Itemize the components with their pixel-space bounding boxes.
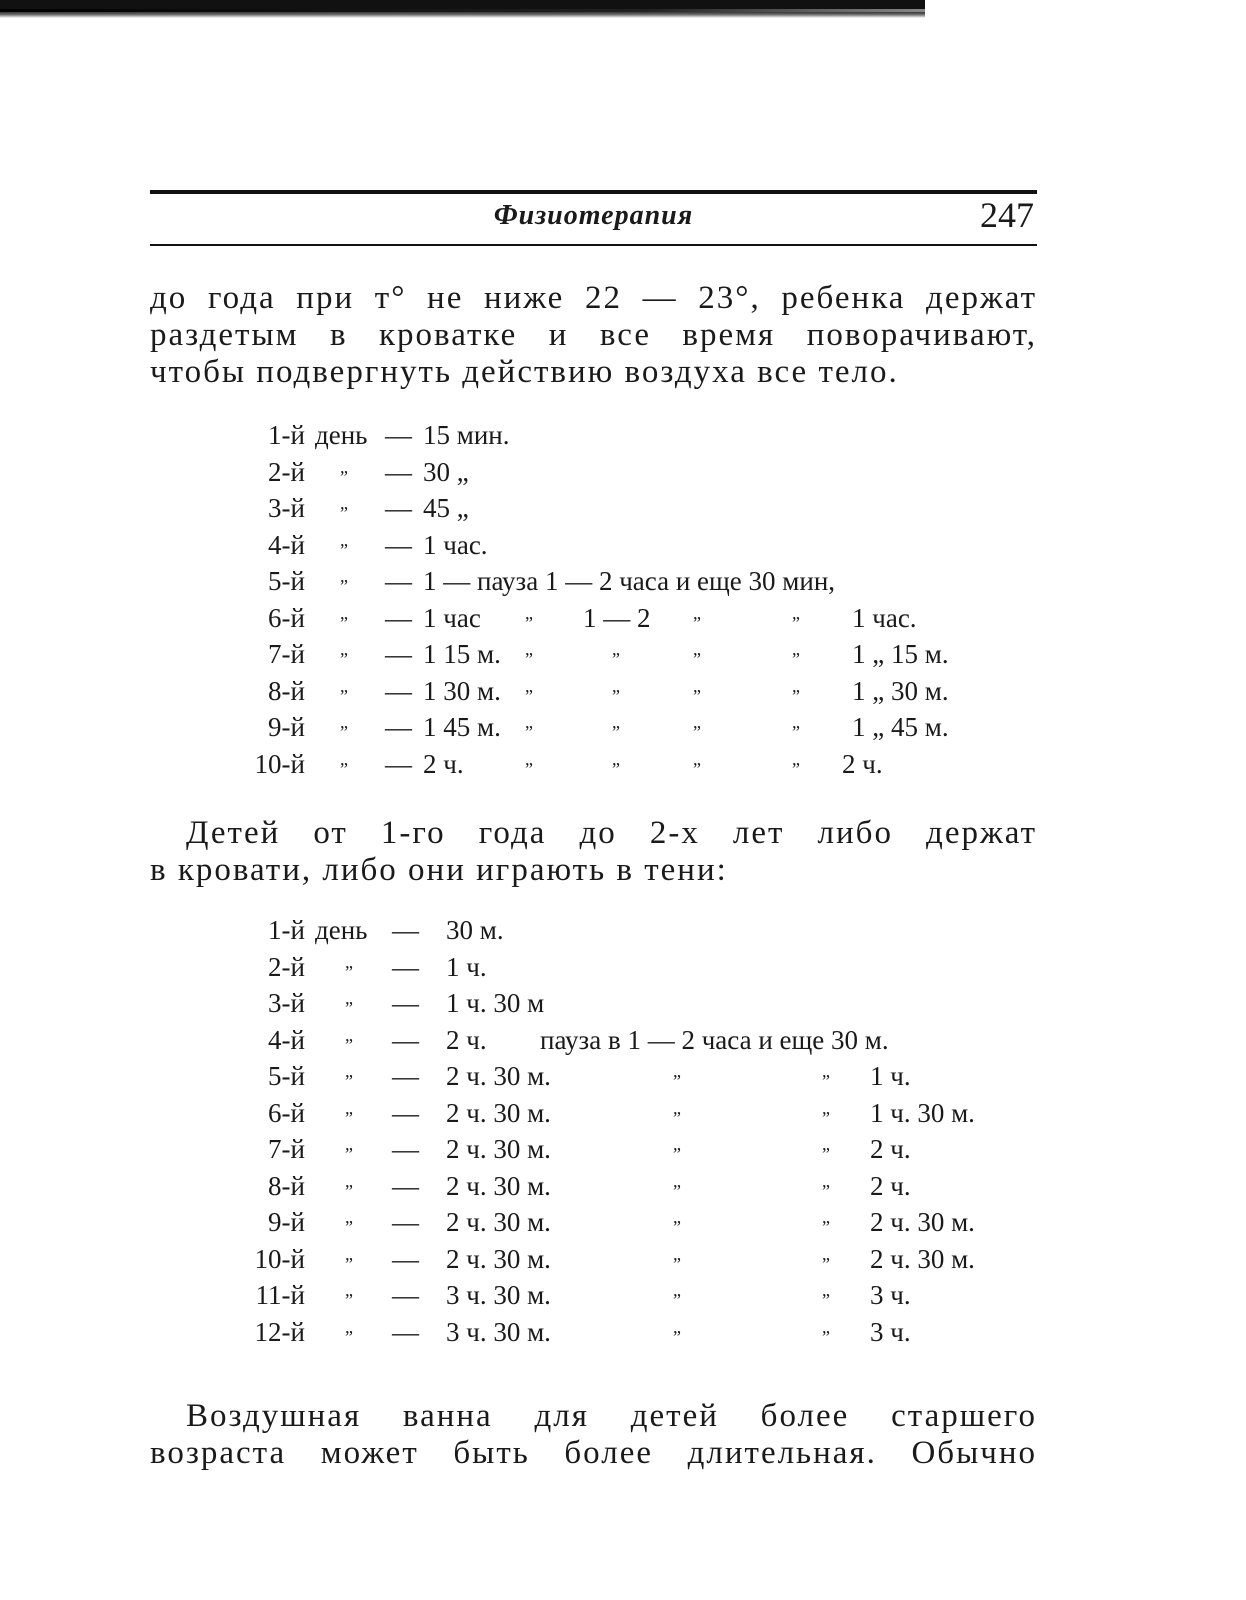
duration: 1 час. xyxy=(423,529,488,560)
day-unit: „ xyxy=(345,1097,353,1118)
dash: — xyxy=(385,456,412,487)
ditto-mark: „ xyxy=(673,1243,681,1264)
duration: 2 ч. xyxy=(446,1024,487,1055)
ditto-mark: „ xyxy=(792,602,800,623)
day-unit: „ xyxy=(345,1134,353,1154)
ditto-mark: „ xyxy=(792,748,800,769)
day-number: 6-й xyxy=(268,1097,305,1128)
day-unit: „ xyxy=(345,1316,353,1337)
extra-duration: 1 „ 30 м. xyxy=(852,675,949,706)
day-number: 1-й xyxy=(268,915,305,945)
dash: — xyxy=(392,1097,419,1128)
day-number: 7-й xyxy=(268,1134,305,1164)
dash: — xyxy=(385,748,412,779)
duration: 30 м. xyxy=(446,915,504,945)
dash: — xyxy=(385,712,412,742)
day-unit: день xyxy=(315,915,368,945)
ditto-mark: „ xyxy=(693,639,701,659)
paragraph-line: чтобы подвергнуть действию воздуха все тело. xyxy=(150,354,899,390)
duration: 1 ч. 30 м xyxy=(446,988,545,1018)
day-number: 5-й xyxy=(268,566,305,596)
day-unit: „ xyxy=(345,1024,353,1045)
dash: — xyxy=(392,1134,419,1164)
duration: 2 ч. 30 м. xyxy=(446,1207,551,1237)
extra-duration: 2 ч. 30 м. xyxy=(870,1207,975,1237)
ditto-mark: „ xyxy=(822,1134,830,1154)
ditto-mark: „ xyxy=(525,639,533,659)
dash: — xyxy=(385,566,412,596)
duration: 30 „ xyxy=(423,456,469,487)
ditto-mark: „ xyxy=(822,1280,830,1300)
ditto-mark: „ xyxy=(693,748,701,769)
day-number: 10-й xyxy=(254,748,305,779)
paragraph-line: возраста может быть более длительная. Обычно xyxy=(150,1435,1037,1471)
pause-value: 1 — 2 xyxy=(583,602,651,633)
ditto-mark: „ xyxy=(822,1061,830,1081)
duration: 2 ч. 30 м. xyxy=(446,1134,551,1164)
day-number: 9-й xyxy=(268,1207,305,1237)
extra-duration: 2 ч. xyxy=(870,1170,911,1201)
duration: 2 ч. xyxy=(423,748,464,779)
day-unit: „ xyxy=(340,675,348,696)
ditto-mark: „ xyxy=(525,748,533,769)
duration: 1 ч. xyxy=(446,951,487,982)
extra-duration: 2 ч. 30 м. xyxy=(870,1243,975,1274)
ditto-mark: „ xyxy=(673,1207,681,1227)
ditto-mark: „ xyxy=(822,1243,830,1264)
day-number: 9-й xyxy=(268,712,305,742)
pause-value: „ xyxy=(612,748,620,769)
day-unit: „ xyxy=(345,1280,353,1300)
running-title: Физиотерапия xyxy=(493,200,694,231)
dash: — xyxy=(385,602,412,633)
extra-duration: 2 ч. xyxy=(842,748,883,779)
day-number: 1-й xyxy=(268,420,305,450)
extra-duration: 1 ч. 30 м. xyxy=(870,1097,975,1128)
paragraph-2 xyxy=(150,815,1037,889)
ditto-mark: „ xyxy=(822,1097,830,1118)
dash: — xyxy=(392,1243,419,1274)
day-number: 3-й xyxy=(268,988,305,1018)
day-number: 7-й xyxy=(268,639,305,669)
day-number: 4-й xyxy=(268,1024,305,1055)
ditto-mark: „ xyxy=(693,602,701,623)
ditto-mark: „ xyxy=(822,1207,830,1227)
paragraph-line: Детей от 1-го года до 2-х лет либо держат xyxy=(186,815,1037,851)
day-unit: „ xyxy=(340,456,348,477)
paragraph-3 xyxy=(150,1398,1037,1472)
ditto-mark: „ xyxy=(673,1170,681,1191)
ditto-mark: „ xyxy=(792,675,800,696)
dash: — xyxy=(392,915,419,945)
scan-edge-line xyxy=(0,9,925,12)
day-number: 10-й xyxy=(254,1243,305,1274)
duration: 1 45 м. xyxy=(423,712,501,742)
ditto-mark: „ xyxy=(673,1097,681,1118)
dash: — xyxy=(392,951,419,982)
duration: 2 ч. 30 м. xyxy=(446,1061,551,1091)
page-number: 247 xyxy=(980,195,1034,235)
ditto-mark: „ xyxy=(673,1061,681,1081)
day-unit: „ xyxy=(345,988,353,1008)
ditto-mark: „ xyxy=(673,1280,681,1300)
duration: 1 — пауза 1 — 2 часа и еще 30 мин, xyxy=(423,566,836,596)
ditto-mark: „ xyxy=(792,712,800,732)
duration: 1 30 м. xyxy=(423,675,501,706)
duration: 15 мин. xyxy=(423,420,510,450)
ditto-mark: „ xyxy=(693,712,701,732)
ditto-mark: „ xyxy=(822,1316,830,1337)
pause-value: „ xyxy=(612,639,620,659)
day-unit: „ xyxy=(345,1170,353,1191)
extra-duration: 1 час. xyxy=(852,602,917,633)
extra-duration: 3 ч. xyxy=(870,1316,911,1347)
duration: 2 ч. 30 м. xyxy=(446,1170,551,1201)
day-number: 4-й xyxy=(268,529,305,560)
day-number: 2-й xyxy=(268,456,305,487)
paragraph-1 xyxy=(150,280,1037,391)
ditto-mark: „ xyxy=(525,675,533,696)
extra-duration: 2 ч. xyxy=(870,1134,911,1164)
paragraph-line: в кровати, либо они играють в тени: xyxy=(150,852,728,888)
day-number: 6-й xyxy=(268,602,305,633)
dash: — xyxy=(392,1170,419,1201)
day-number: 2-й xyxy=(268,951,305,982)
ditto-mark: „ xyxy=(822,1170,830,1191)
duration: 45 „ xyxy=(423,493,469,523)
day-number: 8-й xyxy=(268,1170,305,1201)
duration: 3 ч. 30 м. xyxy=(446,1316,551,1347)
paragraph-line: до года при т° не ниже 22 — 23°, ребенка держат xyxy=(150,280,1037,316)
extra-duration: 1 ч. xyxy=(870,1061,911,1091)
dash: — xyxy=(392,1316,419,1347)
dash: — xyxy=(385,639,412,669)
ditto-mark: „ xyxy=(693,675,701,696)
day-unit: „ xyxy=(340,529,348,550)
day-unit: „ xyxy=(345,951,353,972)
duration: 1 час xyxy=(423,602,481,633)
ditto-mark: „ xyxy=(792,639,800,659)
ditto-mark: „ xyxy=(525,712,533,732)
paragraph-line: раздетым в кроватке и все время поворачивают, xyxy=(150,317,1037,353)
header-rule-top xyxy=(150,190,1037,194)
day-unit: „ xyxy=(340,712,348,732)
dash: — xyxy=(385,529,412,560)
day-unit: „ xyxy=(340,493,348,513)
dash: — xyxy=(385,493,412,523)
day-unit: „ xyxy=(345,1243,353,1264)
duration: 3 ч. 30 м. xyxy=(446,1280,551,1310)
dash: — xyxy=(392,1280,419,1310)
duration: 2 ч. 30 м. xyxy=(446,1097,551,1128)
ditto-mark: „ xyxy=(525,602,533,623)
pause-value: „ xyxy=(612,712,620,732)
day-unit: „ xyxy=(340,602,348,623)
day-number: 5-й xyxy=(268,1061,305,1091)
paragraph-line: Воздушная ванна для детей более старшего xyxy=(186,1398,1037,1434)
dash: — xyxy=(385,420,412,450)
dash: — xyxy=(392,1061,419,1091)
day-unit: „ xyxy=(340,748,348,769)
day-unit: „ xyxy=(340,566,348,586)
day-unit: „ xyxy=(340,639,348,659)
day-unit: „ xyxy=(345,1207,353,1227)
pause-note: пауза в 1 — 2 часа и еще 30 м. xyxy=(540,1024,889,1055)
ditto-mark: „ xyxy=(673,1316,681,1337)
dash: — xyxy=(392,1207,419,1237)
ditto-mark: „ xyxy=(673,1134,681,1154)
extra-duration: 1 „ 45 м. xyxy=(852,712,949,742)
day-number: 12-й xyxy=(254,1316,305,1347)
header-rule-bottom xyxy=(150,244,1037,246)
day-number: 8-й xyxy=(268,675,305,706)
pause-value: „ xyxy=(612,675,620,696)
dash: — xyxy=(385,675,412,706)
day-number: 11-й xyxy=(255,1280,305,1310)
duration: 1 15 м. xyxy=(423,639,501,669)
duration: 2 ч. 30 м. xyxy=(446,1243,551,1274)
extra-duration: 1 „ 15 м. xyxy=(852,639,949,669)
day-unit: „ xyxy=(345,1061,353,1081)
extra-duration: 3 ч. xyxy=(870,1280,911,1310)
day-number: 3-й xyxy=(268,493,305,523)
dash: — xyxy=(392,1024,419,1055)
day-unit: день xyxy=(315,420,368,450)
dash: — xyxy=(392,988,419,1018)
